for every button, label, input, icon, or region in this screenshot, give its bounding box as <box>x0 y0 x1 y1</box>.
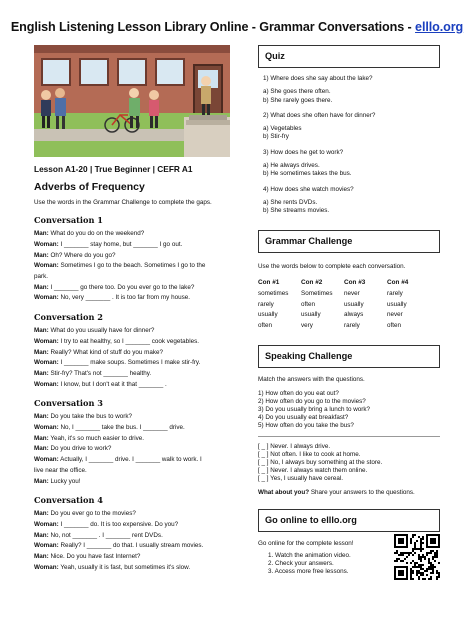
speaking-question: 3) Do you usually bring a lunch to work? <box>258 405 371 413</box>
grammar-table-row <box>258 289 430 300</box>
grammar-col-1: Con #1 <box>258 279 280 287</box>
conversation-line <box>34 477 236 488</box>
site-link[interactable]: elllo.org <box>415 20 464 34</box>
quiz-option[interactable]: a) Vegetables <box>263 125 302 133</box>
dialogue-text: I _______ go there too. Do you ever go to the lake? <box>48 283 195 291</box>
quiz-answers <box>263 88 440 105</box>
quiz-answers <box>263 199 440 216</box>
quiz-option[interactable]: b) Stir-fry <box>263 133 289 141</box>
speaker-label: Man: <box>34 553 49 561</box>
lesson-info: Lesson A1-20 | True Beginner | CEFR A1 <box>34 164 193 174</box>
grammar-word: always <box>344 311 364 319</box>
speaker-label: Man: <box>34 510 49 518</box>
conversation-line <box>34 293 236 304</box>
dialogue-text: Yeah, usually it is fast, but sometimes it's slow. <box>58 563 191 571</box>
dialogue-text: No, not _______ . I _______ rent DVDs. <box>48 531 163 539</box>
lesson-illustration <box>34 45 230 157</box>
dialogue-text: Do you take the bus to work? <box>48 413 133 421</box>
speaker-label: Woman: <box>34 262 59 270</box>
dialogue-text: park. <box>34 272 48 280</box>
dialogue-text: Lucky you! <box>48 477 81 485</box>
conversation-line <box>34 251 236 262</box>
conversation-line <box>34 380 236 391</box>
quiz-option[interactable]: a) She goes there often. <box>263 88 331 96</box>
speaking-answers <box>258 443 440 483</box>
quiz-question: 2) What does she often have for dinner? <box>263 111 376 119</box>
speaker-label: Woman: <box>34 520 59 528</box>
conversation-line <box>34 369 236 380</box>
dialogue-text: What do you do on the weekend? <box>48 230 145 238</box>
conversation-line <box>34 261 236 272</box>
grammar-word: usually <box>387 300 407 308</box>
page-header <box>0 20 474 34</box>
quiz-question: 3) How does he get to work? <box>263 148 344 156</box>
quiz-section <box>263 75 440 216</box>
speaking-answer[interactable]: [ _ ] Not often. I like to cook at home. <box>258 450 361 458</box>
dialogue-text: Actually, I _______ drive. I _______ walk to work. I <box>58 456 202 464</box>
left-column <box>34 45 236 573</box>
grammar-word: usually <box>301 311 321 319</box>
dialogue-text: Really? What kind of stuff do you make? <box>48 348 164 356</box>
dialogue-text: Really? I _______ do that. I usually stream movies. <box>58 542 204 550</box>
grammar-table-row <box>258 299 430 310</box>
speaker-label: Man: <box>34 230 49 238</box>
conversation-line <box>34 509 236 520</box>
grammar-word: never <box>344 290 360 298</box>
online-step: 3. Access more free lessons. <box>268 567 349 575</box>
dialogue-text: Oh? Where do you go? <box>48 251 116 259</box>
speaking-question: 2) How often do you go to the movies? <box>258 397 366 405</box>
grammar-word: rarely <box>258 300 274 308</box>
conversation-heading: Conversation 1 <box>34 215 103 226</box>
speaking-question: 1) How often do you eat out? <box>258 389 339 397</box>
grammar-word: often <box>301 300 316 308</box>
conversation-line <box>34 541 236 552</box>
conversation-line <box>34 444 236 455</box>
speaker-label: Man: <box>34 251 49 259</box>
dialogue-text: Yeah, it's so much easier to drive. <box>48 434 145 442</box>
speaking-answer[interactable]: [ _ ] Never. I always watch them online. <box>258 466 368 474</box>
speaking-challenge-title: Speaking Challenge <box>258 345 440 368</box>
grammar-table <box>258 277 430 331</box>
dialogue-text: Stir-fry? That's not _______ healthy. <box>48 369 152 377</box>
speaking-question: 5) How often do you take the bus? <box>258 421 354 429</box>
lesson-title: Adverbs of Frequency <box>34 181 145 193</box>
conversations <box>34 215 236 573</box>
quiz-answers <box>263 162 440 179</box>
dialogue-text: I _______ stay home, but _______ I go out. <box>58 240 183 248</box>
quiz-title: Quiz <box>258 45 440 68</box>
what-about-you-text: Share your answers to the questions. <box>309 488 415 496</box>
quiz-option[interactable]: a) She rents DVDs. <box>263 198 318 206</box>
quiz-answers <box>263 125 440 142</box>
speaker-label: Woman: <box>34 294 59 302</box>
speaking-answer[interactable]: [ _ ] No, I always buy something at the store. <box>258 458 383 466</box>
dialogue-text: What do you usually have for dinner? <box>48 327 155 335</box>
conversation-line <box>34 326 236 337</box>
grammar-table-row <box>258 310 430 321</box>
lesson-instructions: Use the words in the Grammar Challenge to complete the gaps. <box>34 199 212 206</box>
online-step: 2. Check your answers. <box>268 559 334 567</box>
speaking-answer[interactable]: [ _ ] Yes, I usually have cereal. <box>258 474 344 482</box>
speaking-answer[interactable]: [ _ ] Never. I always drive. <box>258 442 331 450</box>
what-about-you <box>258 489 440 497</box>
go-online-section <box>258 532 440 608</box>
dialogue-text: Do you ever go to the movies? <box>48 510 136 518</box>
conversation-line <box>34 283 236 294</box>
conversation-line <box>34 466 236 477</box>
dialogue-text: I _______ do. It is too expensive. Do you? <box>58 520 179 528</box>
grammar-col-4: Con #4 <box>387 279 409 287</box>
speaker-label: Woman: <box>34 240 59 248</box>
dialogue-text: Do you drive to work? <box>48 445 112 453</box>
speaker-label: Man: <box>34 445 49 453</box>
speaker-label: Woman: <box>34 337 59 345</box>
grammar-table-header <box>258 277 430 289</box>
grammar-word: rarely <box>387 290 403 298</box>
online-step: 1. Watch the animation video. <box>268 551 351 559</box>
speaking-questions <box>258 390 440 430</box>
conversation-line <box>34 412 236 423</box>
speaker-label: Man: <box>34 413 49 421</box>
speaker-label: Man: <box>34 348 49 356</box>
qr-code-icon[interactable] <box>394 534 440 580</box>
conversation-line <box>34 240 236 251</box>
quiz-option[interactable]: b) She rarely goes there. <box>263 96 333 104</box>
speaker-label: Woman: <box>34 424 59 432</box>
what-about-you-label: What about you? <box>258 488 310 496</box>
grammar-col-3: Con #3 <box>344 279 366 287</box>
dialogue-text: No, very _______ . It is too far from my house. <box>58 294 190 302</box>
grammar-word: never <box>387 311 403 319</box>
grammar-word: often <box>387 321 402 329</box>
quiz-option[interactable]: b) He sometimes takes the bus. <box>263 170 352 178</box>
conversation-heading: Conversation 4 <box>34 495 103 506</box>
conversation-line <box>34 358 236 369</box>
speaker-label: Man: <box>34 434 49 442</box>
conversation-line <box>34 455 236 466</box>
conversation-line <box>34 434 236 445</box>
go-online-steps <box>268 552 351 576</box>
dialogue-text: No, I _______ take the bus. I _______ drive. <box>58 424 185 432</box>
speaking-question: 4) Do you usually eat breakfast? <box>258 413 349 421</box>
grammar-word: very <box>301 321 313 329</box>
speaker-label: Woman: <box>34 380 59 388</box>
page-title: English Listening Lesson Library Online - Grammar Conversations - <box>10 20 416 34</box>
conversation-line <box>34 348 236 359</box>
speaker-label: Man: <box>34 531 49 539</box>
speaker-label: Man: <box>34 477 49 485</box>
grammar-word: rarely <box>344 321 360 329</box>
speaking-instructions: Match the answers with the questions. <box>258 375 365 383</box>
illustration-svg <box>34 45 230 157</box>
conversation-line <box>34 337 236 348</box>
quiz-option[interactable]: a) He always drives. <box>263 162 320 170</box>
conversation-line <box>34 563 236 574</box>
speaker-label: Woman: <box>34 542 59 550</box>
conversation-line <box>34 423 236 434</box>
conversation-heading: Conversation 3 <box>34 398 103 409</box>
quiz-question: 1) Where does she say about the lake? <box>263 75 373 82</box>
quiz-option[interactable]: b) She streams movies. <box>263 207 330 215</box>
quiz-question: 4) How does she watch movies? <box>263 185 354 193</box>
grammar-challenge-title: Grammar Challenge <box>258 230 440 253</box>
speaker-label: Woman: <box>34 359 59 367</box>
grammar-word: usually <box>344 300 364 308</box>
speaker-label: Man: <box>34 283 49 291</box>
dialogue-text: I _______ make soups. Sometimes I make stir-fry. <box>58 359 201 367</box>
right-column <box>258 45 440 608</box>
grammar-word: often <box>258 321 273 329</box>
grammar-word: Sometimes <box>301 290 333 298</box>
grammar-instructions: Use the words below to complete each conversation. <box>258 262 406 270</box>
speaker-label: Woman: <box>34 456 59 464</box>
dialogue-text: Sometimes I go to the beach. Sometimes I go to the <box>58 262 206 270</box>
conversation-heading: Conversation 2 <box>34 312 103 323</box>
conversation-line <box>34 272 236 283</box>
speaker-label: Man: <box>34 369 49 377</box>
dialogue-text: I try to eat healthy, so I _______ cook vegetables. <box>58 337 199 345</box>
grammar-col-2: Con #2 <box>301 279 323 287</box>
conversation-line <box>34 552 236 563</box>
speaker-label: Man: <box>34 327 49 335</box>
conversation-line <box>34 520 236 531</box>
dialogue-text: Nice. Do you have fast Internet? <box>48 553 141 561</box>
speaking-divider <box>258 436 440 437</box>
dialogue-text: live near the office. <box>34 466 87 474</box>
grammar-word: sometimes <box>258 290 289 298</box>
grammar-table-row <box>258 320 430 331</box>
dialogue-text: I know, but I don't eat it that _______ . <box>58 380 167 388</box>
go-online-title: Go online to elllo.org <box>258 509 440 532</box>
conversation-line <box>34 531 236 542</box>
speaker-label: Woman: <box>34 563 59 571</box>
grammar-word: usually <box>258 311 278 319</box>
conversation-line <box>34 229 236 240</box>
go-online-intro: Go online for the complete lesson! <box>258 539 354 547</box>
